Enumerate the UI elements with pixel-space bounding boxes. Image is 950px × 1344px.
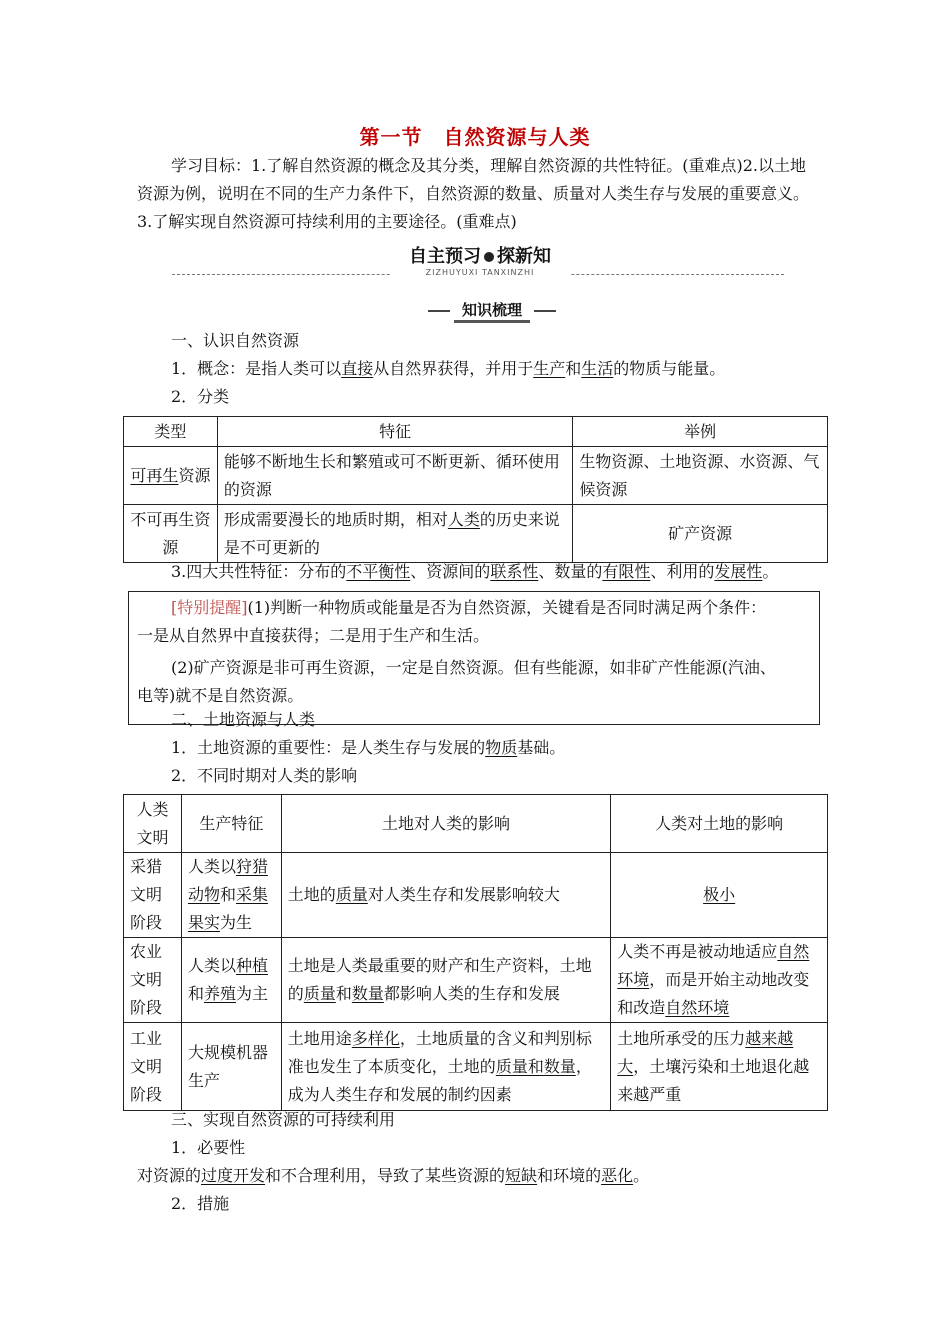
cell-land-impact xyxy=(281,938,610,1023)
cell-era: 采猎文明阶段 xyxy=(124,853,182,938)
table-row xyxy=(124,853,828,938)
human-blank-1: 自然环境 xyxy=(617,942,810,989)
note-line-1 xyxy=(137,594,813,622)
header-feature: 特征 xyxy=(217,417,572,447)
header-human-impact: 人类对土地的影响 xyxy=(611,795,828,853)
prod-text-3: 为主 xyxy=(235,984,268,1003)
land-text-2: ，土地质量的含义和判别标准也发生了本质变化，土地的 xyxy=(287,1028,592,1076)
tag-label: 知识梳理 xyxy=(461,301,522,319)
feature-text-2: 的历史来说是不可更新的 xyxy=(223,509,560,557)
concept-text-4: 的物质与能量。 xyxy=(613,359,726,378)
cell-type xyxy=(124,447,218,505)
human-text-1: 土地所承受的压力 xyxy=(617,1028,746,1048)
land-blank-2: 数量 xyxy=(351,984,384,1003)
type-rest: 资源 xyxy=(178,465,211,485)
land-text-3: ，成为人类生存和发展的制约因素 xyxy=(287,1056,592,1104)
s3-necessity: 1．必要性 xyxy=(171,1138,246,1157)
cell-era: 工业文明阶段 xyxy=(124,1023,182,1111)
cell-production: 大规模机器生产 xyxy=(181,1023,281,1111)
prod-blank-2: 养殖 xyxy=(203,984,236,1003)
traits-blank-4: 发展性 xyxy=(714,562,763,581)
prod-blank-1: 种植 xyxy=(235,956,268,975)
land-blank-1: 质量 xyxy=(303,984,336,1003)
s3-text-2: 和不合理利用，导致了某些资源的 xyxy=(265,1166,506,1185)
cell-era: 农业文明阶段 xyxy=(124,938,182,1023)
header-production: 生产特征 xyxy=(181,795,281,853)
concept-blank-production: 生产 xyxy=(533,359,566,378)
s3-measures: 2．措施 xyxy=(171,1194,230,1213)
s3-text-1: 对资源的 xyxy=(137,1166,202,1185)
header-land-impact: 土地对人类的影响 xyxy=(281,795,610,853)
table-row xyxy=(124,505,828,563)
importance-blank: 物质 xyxy=(485,738,518,757)
banner-dot-icon xyxy=(484,252,494,262)
special-reminder-box xyxy=(128,591,820,725)
traits-text-1: 3.四大共性特征：分布的 xyxy=(171,562,347,581)
header-type: 类型 xyxy=(124,417,218,447)
traits-text-4: 、利用的 xyxy=(650,562,715,581)
table-header-row xyxy=(124,417,828,447)
land-blank-1: 多样化 xyxy=(351,1028,400,1048)
traits-blank-1: 不平衡性 xyxy=(346,562,411,581)
land-text-3: 都影响人类的生存和发展 xyxy=(383,984,560,1003)
land-text-2: 对人类生存和发展影响较大 xyxy=(367,885,560,904)
cell-feature: 能够不断地生长和繁殖或可不断更新、循环使用的资源 xyxy=(217,447,572,505)
s1-heading: 一、认识自然资源 xyxy=(171,331,300,350)
feature-text-1: 形成需要漫长的地质时期，相对 xyxy=(223,509,448,529)
concept-blank-life: 生活 xyxy=(581,359,614,378)
human-blank-1: 越来越大 xyxy=(617,1028,794,1076)
land-text-2: 和 xyxy=(335,984,352,1003)
note-text-1a: (1)判断一种物质或能量是否为自然资源，关键看是否同时满足两个条件： xyxy=(247,598,767,617)
traits-text-3: 、数量的 xyxy=(538,562,603,581)
concept-blank-direct: 直接 xyxy=(341,359,374,378)
cell-production xyxy=(181,853,281,938)
cell-land-impact xyxy=(281,853,610,938)
traits-blank-2: 联系性 xyxy=(490,562,539,581)
section-banner xyxy=(172,244,784,280)
cell-example: 矿产资源 xyxy=(573,505,828,563)
s3-blank-2: 短缺 xyxy=(505,1166,538,1185)
human-blank-1: 极小 xyxy=(703,885,736,904)
type-blank: 可再生 xyxy=(130,465,179,485)
s3-line xyxy=(137,1162,822,1190)
land-text-1: 土地用途 xyxy=(287,1028,352,1048)
prod-blank-2: 采集果实 xyxy=(187,885,268,932)
table-row xyxy=(124,938,828,1023)
civilization-table xyxy=(123,794,828,1111)
banner-left: 自主预习 xyxy=(409,246,481,267)
note-line-3: (2)矿产资源是非可再生资源，一定是自然资源。但有些能源，如非矿产性能源(汽油、 xyxy=(171,658,776,677)
land-blank-1: 质量 xyxy=(335,885,368,904)
cell-human-impact xyxy=(611,1023,828,1111)
human-blank-2: 自然环境 xyxy=(665,998,730,1017)
cell-land-impact xyxy=(281,1023,610,1111)
s1-classify: 2．分类 xyxy=(171,387,230,406)
prod-text-2: 和 xyxy=(187,984,204,1003)
table-row xyxy=(124,447,828,505)
banner-label xyxy=(390,244,570,270)
s3-text-4: 。 xyxy=(633,1166,650,1185)
feature-blank-human: 人类 xyxy=(447,509,480,529)
resource-type-table xyxy=(123,416,828,563)
table-row xyxy=(124,1023,828,1111)
cell-human-impact xyxy=(611,853,828,938)
cell-type: 不可再生资源 xyxy=(124,505,218,563)
importance-text-1: 1．土地资源的重要性：是人类生存与发展的 xyxy=(171,738,486,757)
header-example: 举例 xyxy=(573,417,828,447)
note-line-4: 电等)就不是自然资源。 xyxy=(137,686,304,705)
concept-text-1: 1．概念：是指人类可以 xyxy=(171,359,342,378)
page-title: 第一节 自然资源与人类 xyxy=(359,125,591,149)
tag-left-bar xyxy=(428,310,450,312)
s3-blank-1: 过度开发 xyxy=(201,1166,266,1185)
cell-human-impact xyxy=(611,938,828,1023)
s2-importance xyxy=(137,734,822,762)
tag-right-bar xyxy=(534,310,556,312)
prod-text-3: 为生 xyxy=(219,913,252,932)
concept-text-2: 从自然界获得，并用于 xyxy=(373,359,534,378)
land-blank-2: 质量和数量 xyxy=(495,1056,576,1076)
banner-right: 探新知 xyxy=(497,246,551,267)
prod-text-1: 人类以 xyxy=(187,857,236,876)
cell-example: 生物资源、土地资源、水资源、气候资源 xyxy=(573,447,828,505)
traits-text-5: 。 xyxy=(762,562,779,581)
importance-text-2: 基础。 xyxy=(517,738,566,757)
note-label: [特别提醒] xyxy=(171,598,248,617)
s1-traits xyxy=(137,558,822,586)
s2-heading: 二、土地资源与人类 xyxy=(171,710,316,729)
human-text-1: 人类不再是被动地适应 xyxy=(617,942,778,961)
table-header-row xyxy=(124,795,828,853)
prod-text-2: 和 xyxy=(219,885,236,904)
traits-text-2: 、资源间的 xyxy=(410,562,491,581)
s1-concept xyxy=(137,355,822,383)
concept-text-3: 和 xyxy=(565,359,582,378)
s2-impact: 2．不同时期对人类的影响 xyxy=(171,766,358,785)
learning-objectives: 学习目标：1.了解自然资源的概念及其分类，理解自然资源的共性特征。(重难点)2.以土地资源为例，说明在不同的生产力条件下，自然资源的数量、质量对人类生存与发展的重要意义。3.了解实现自然资源可持续利用的主要途径。(重难点) xyxy=(137,156,810,231)
land-text-1: 土地是人类最重要的财产和生产资料，土地的 xyxy=(287,956,592,1003)
s3-heading: 三、实现自然资源的可持续利用 xyxy=(171,1110,396,1129)
human-text-2: ，土壤污染和土地退化越来越严重 xyxy=(617,1056,810,1104)
human-text-2: ，而是开始主动地改变和改造 xyxy=(617,970,810,1017)
prod-text-1: 人类以 xyxy=(187,956,236,975)
s3-text-3: 和环境的 xyxy=(537,1166,602,1185)
section-tag xyxy=(428,300,556,320)
banner-subtitle: ZIZHUYUXI TANXINZHI xyxy=(390,268,570,277)
s3-blank-3: 恶化 xyxy=(601,1166,634,1185)
cell-production xyxy=(181,938,281,1023)
cell-feature xyxy=(217,505,572,563)
prod-blank-1: 狩猎动物 xyxy=(187,857,268,904)
note-line-2: 一是从自然界中直接获得；二是用于生产和生活。 xyxy=(137,626,490,645)
header-era: 人类文明 xyxy=(124,795,182,853)
tag-shadow xyxy=(454,320,530,323)
land-text-1: 土地的 xyxy=(287,885,336,904)
traits-blank-3: 有限性 xyxy=(602,562,651,581)
